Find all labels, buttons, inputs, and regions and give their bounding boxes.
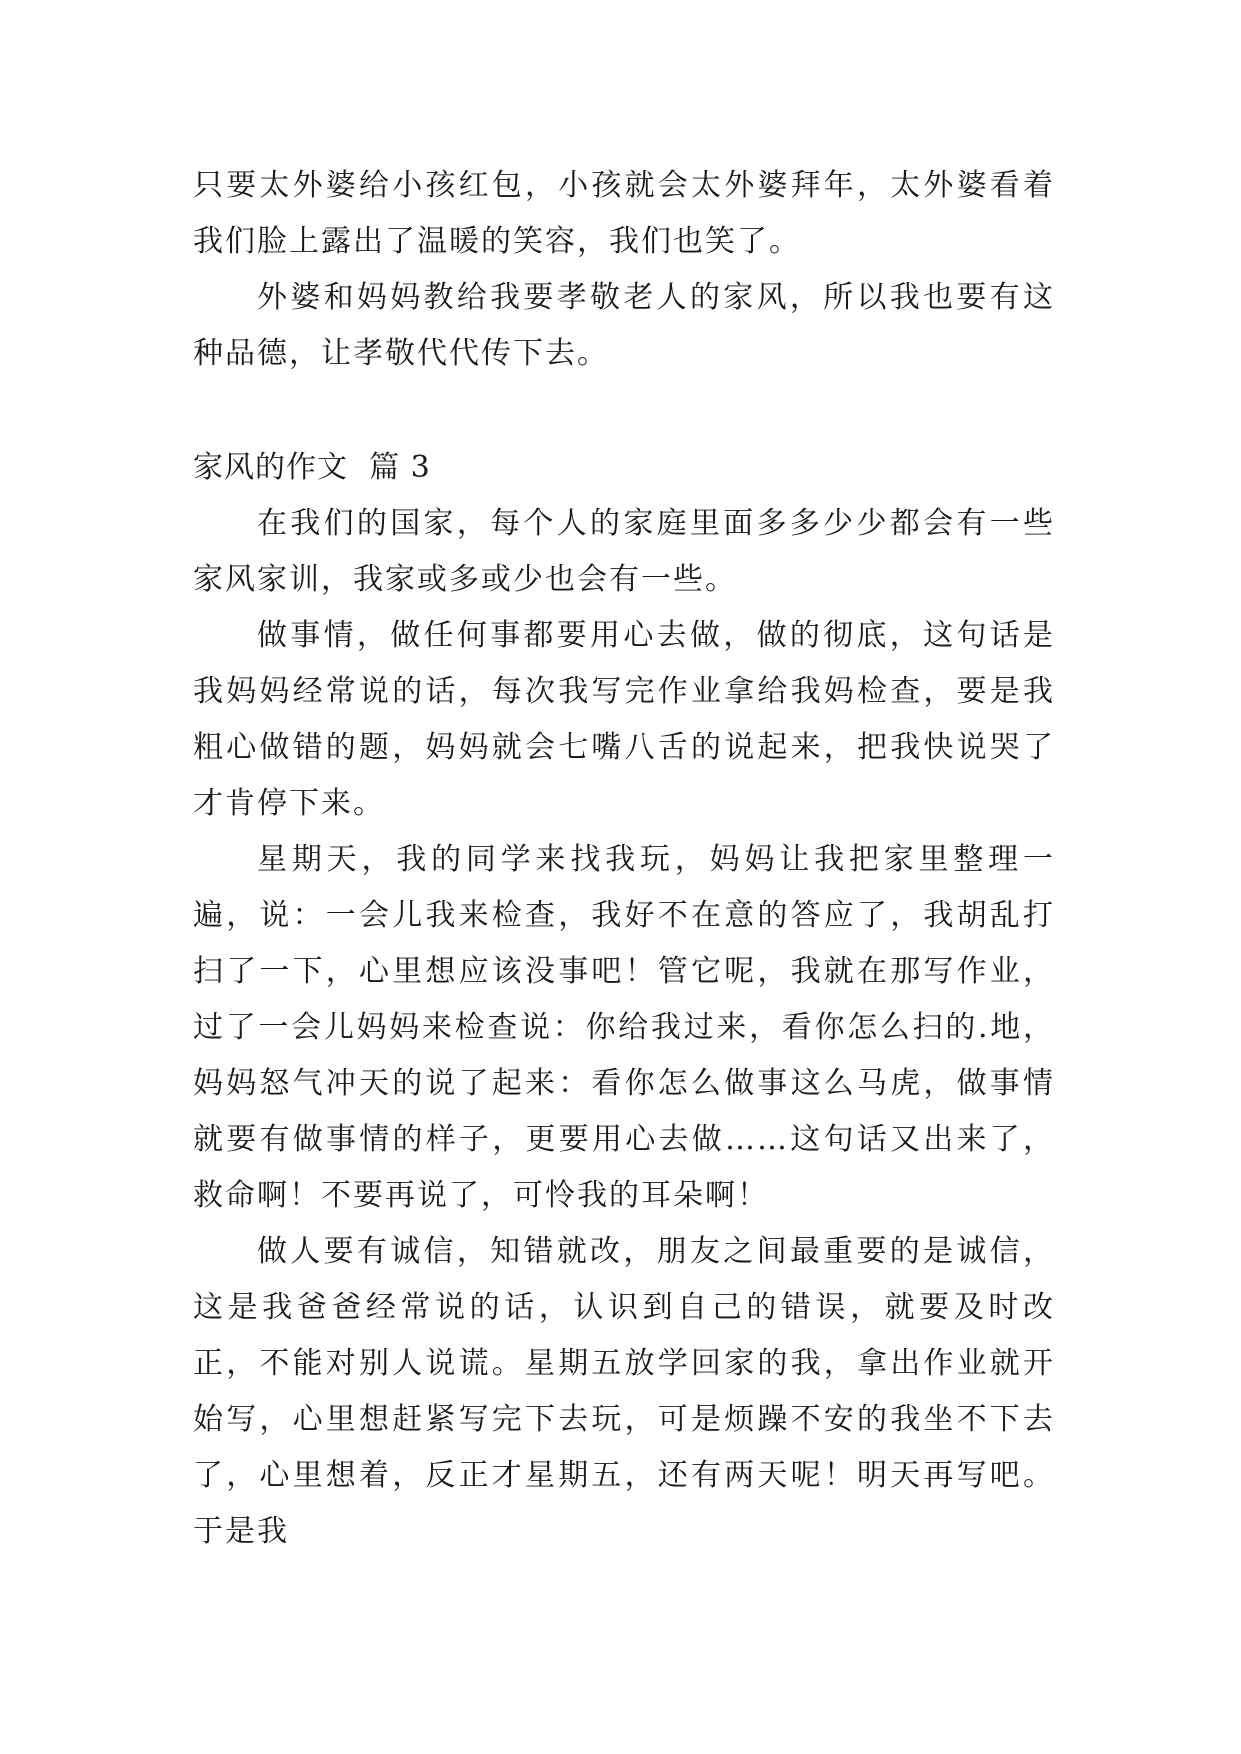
paragraph-continuation: 只要太外婆给小孩红包，小孩就会太外婆拜年，太外婆看着我们脸上露出了温暖的笑容，我们也笑了。 (193, 168, 1055, 259)
paragraph-intro: 在我们的国家，每个人的家庭里面多多少少都会有一些家风家训，我家或多或少也会有一些。 (193, 506, 1055, 597)
document-body (193, 158, 1055, 1560)
paragraph-honesty: 做人要有诚信，知错就改，朋友之间最重要的是诚信，这是我爸爸经常说的话，认识到自己的错误，就要及时改正，不能对别人说谎。星期五放学回家的我，拿出作业就开始写，心里想赶紧写完下去玩，可是烦躁不安的我坐不下去了，心里想着，反正才星期五，还有两天呢！明天再写吧。于是我 (193, 1234, 1055, 1549)
paragraph-do-things: 做事情，做任何事都要用心去做，做的彻底，这句话是我妈妈经常说的话，每次我写完作业拿给我妈检查，要是我粗心做错的题，妈妈就会七嘴八舌的说起来，把我快说哭了才肯停下来。 (193, 618, 1055, 821)
section-heading: 家风的作文 篇 3 (193, 450, 431, 485)
paragraph-family-tradition: 外婆和妈妈教给我要孝敬老人的家风，所以我也要有这种品德，让孝敬代代传下去。 (193, 280, 1055, 371)
paragraph-sunday: 星期天，我的同学来找我玩，妈妈让我把家里整理一遍，说：一会儿我来检查，我好不在意的答应了，我胡乱打扫了一下，心里想应该没事吧！管它呢，我就在那写作业，过了一会儿妈妈来检查说：你给我过来，看你怎么扫的.地，妈妈怒气冲天的说了起来：看你怎么做事这么马虎，做事情就要有做事情的样子，更要用心去做……这句话又出来了，救命啊！不要再说了，可怜我的耳朵啊！ (193, 842, 1055, 1213)
